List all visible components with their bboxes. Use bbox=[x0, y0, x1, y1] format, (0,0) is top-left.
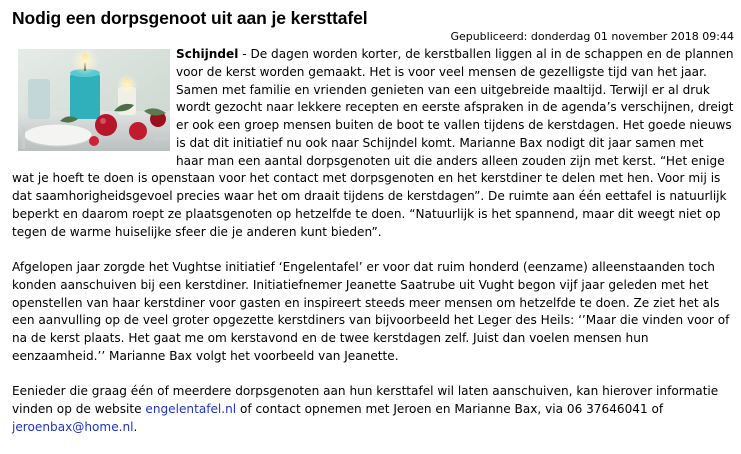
published-date: Gepubliceerd: donderdag 01 november 2018 09:44 bbox=[450, 30, 734, 43]
photo-glass bbox=[28, 79, 50, 119]
article-title: Nodig een dorpsgenoot uit aan je kersttafel bbox=[12, 8, 368, 28]
article bbox=[12, 6, 734, 434]
article-body bbox=[12, 46, 734, 454]
paragraph-2: Afgelopen jaar zorgde het Vughtse initiatief ‘Engelentafel’ er voor dat ruim honderd (eenzame) alleenstaanden toch konden aanschuiven bij een kerstdiner. Initiatiefnemer Jeanette Saatrube uit Vught begon vijf jaar geleden met het openstellen van haar kerstdiner voor gasten en inspireert steeds meer mensen om hetzelfde te doen. Ze ziet het als een aanvulling op de veel groter opgezette kerstdiners van bijvoorbeeld het Leger des Heils: ‘’Maar die vinden voor of na de kerst plaats. Het gaat me om kerstavond en de twee kerstdagen zelf. Juist dan voelen mensen hun eenzaamheid.’’ Marianne Bax volgt het voorbeeld van Jeanette. bbox=[12, 260, 730, 363]
paragraph-3-text: Eenieder die graag één of meerdere dorpsgenoten aan hun kersttafel wil laten aanschuiven, kan hierover informatie vinden op de website bbox=[12, 384, 719, 416]
photo-bauble bbox=[95, 114, 117, 136]
paragraph-1-text: - De dagen worden korter, de kerstballen liggen al in de schappen en de plannen voor de kerst worden gemaakt. Het is voor veel mensen de gezelligste tijd van het jaar. Samen met familie en vrienden genieten van een uitgebreide maaltijd. Terwijl er al druk wordt gezocht naar lekkere recepten en eerste afspraken in de agenda’s verschijnen, dreigt er ook een groep mensen buiten de boot te vallen tijdens de kerstdagen. Het goede nieuws is dat dit initiatief nu ook naar Schijndel komt. Marianne Bax nodigt dit jaar samen met haar man een aantal dorpsgenoten uit die anders alleen zouden zijn met kerst. “Het enige wat je hoeft te doen is openstaan voor het contact met dorpsgenoten en het kerstdiner te delen met hen. Voor mij is dat saamhorigheidsgevoel precies waar het om draait tijdens de kerstdagen”. De ruimte aan één eettafel is natuurlijk beperkt en daarom roept ze plaatsgenoten op hetzelfde te doen. “Natuurlijk is het spannend, maar dit weegt niet op tegen de warme huiselijke sfeer die je anderen kunt bieden”. bbox=[12, 47, 734, 239]
website-link[interactable]: engelentafel.nl bbox=[145, 402, 237, 416]
paragraph-3 bbox=[12, 383, 734, 436]
article-photo bbox=[18, 49, 170, 151]
photo-candle bbox=[70, 73, 100, 119]
paragraph-3-contact: of contact opnemen met Jeroen en Marianne Bax, via 06 37646041 of bbox=[236, 402, 664, 416]
photo-plate bbox=[24, 124, 92, 146]
dateline: Schijndel bbox=[176, 47, 239, 61]
paragraph-3-end: . bbox=[133, 419, 138, 434]
email-link[interactable]: jeroenbax@home.nl bbox=[12, 419, 134, 434]
